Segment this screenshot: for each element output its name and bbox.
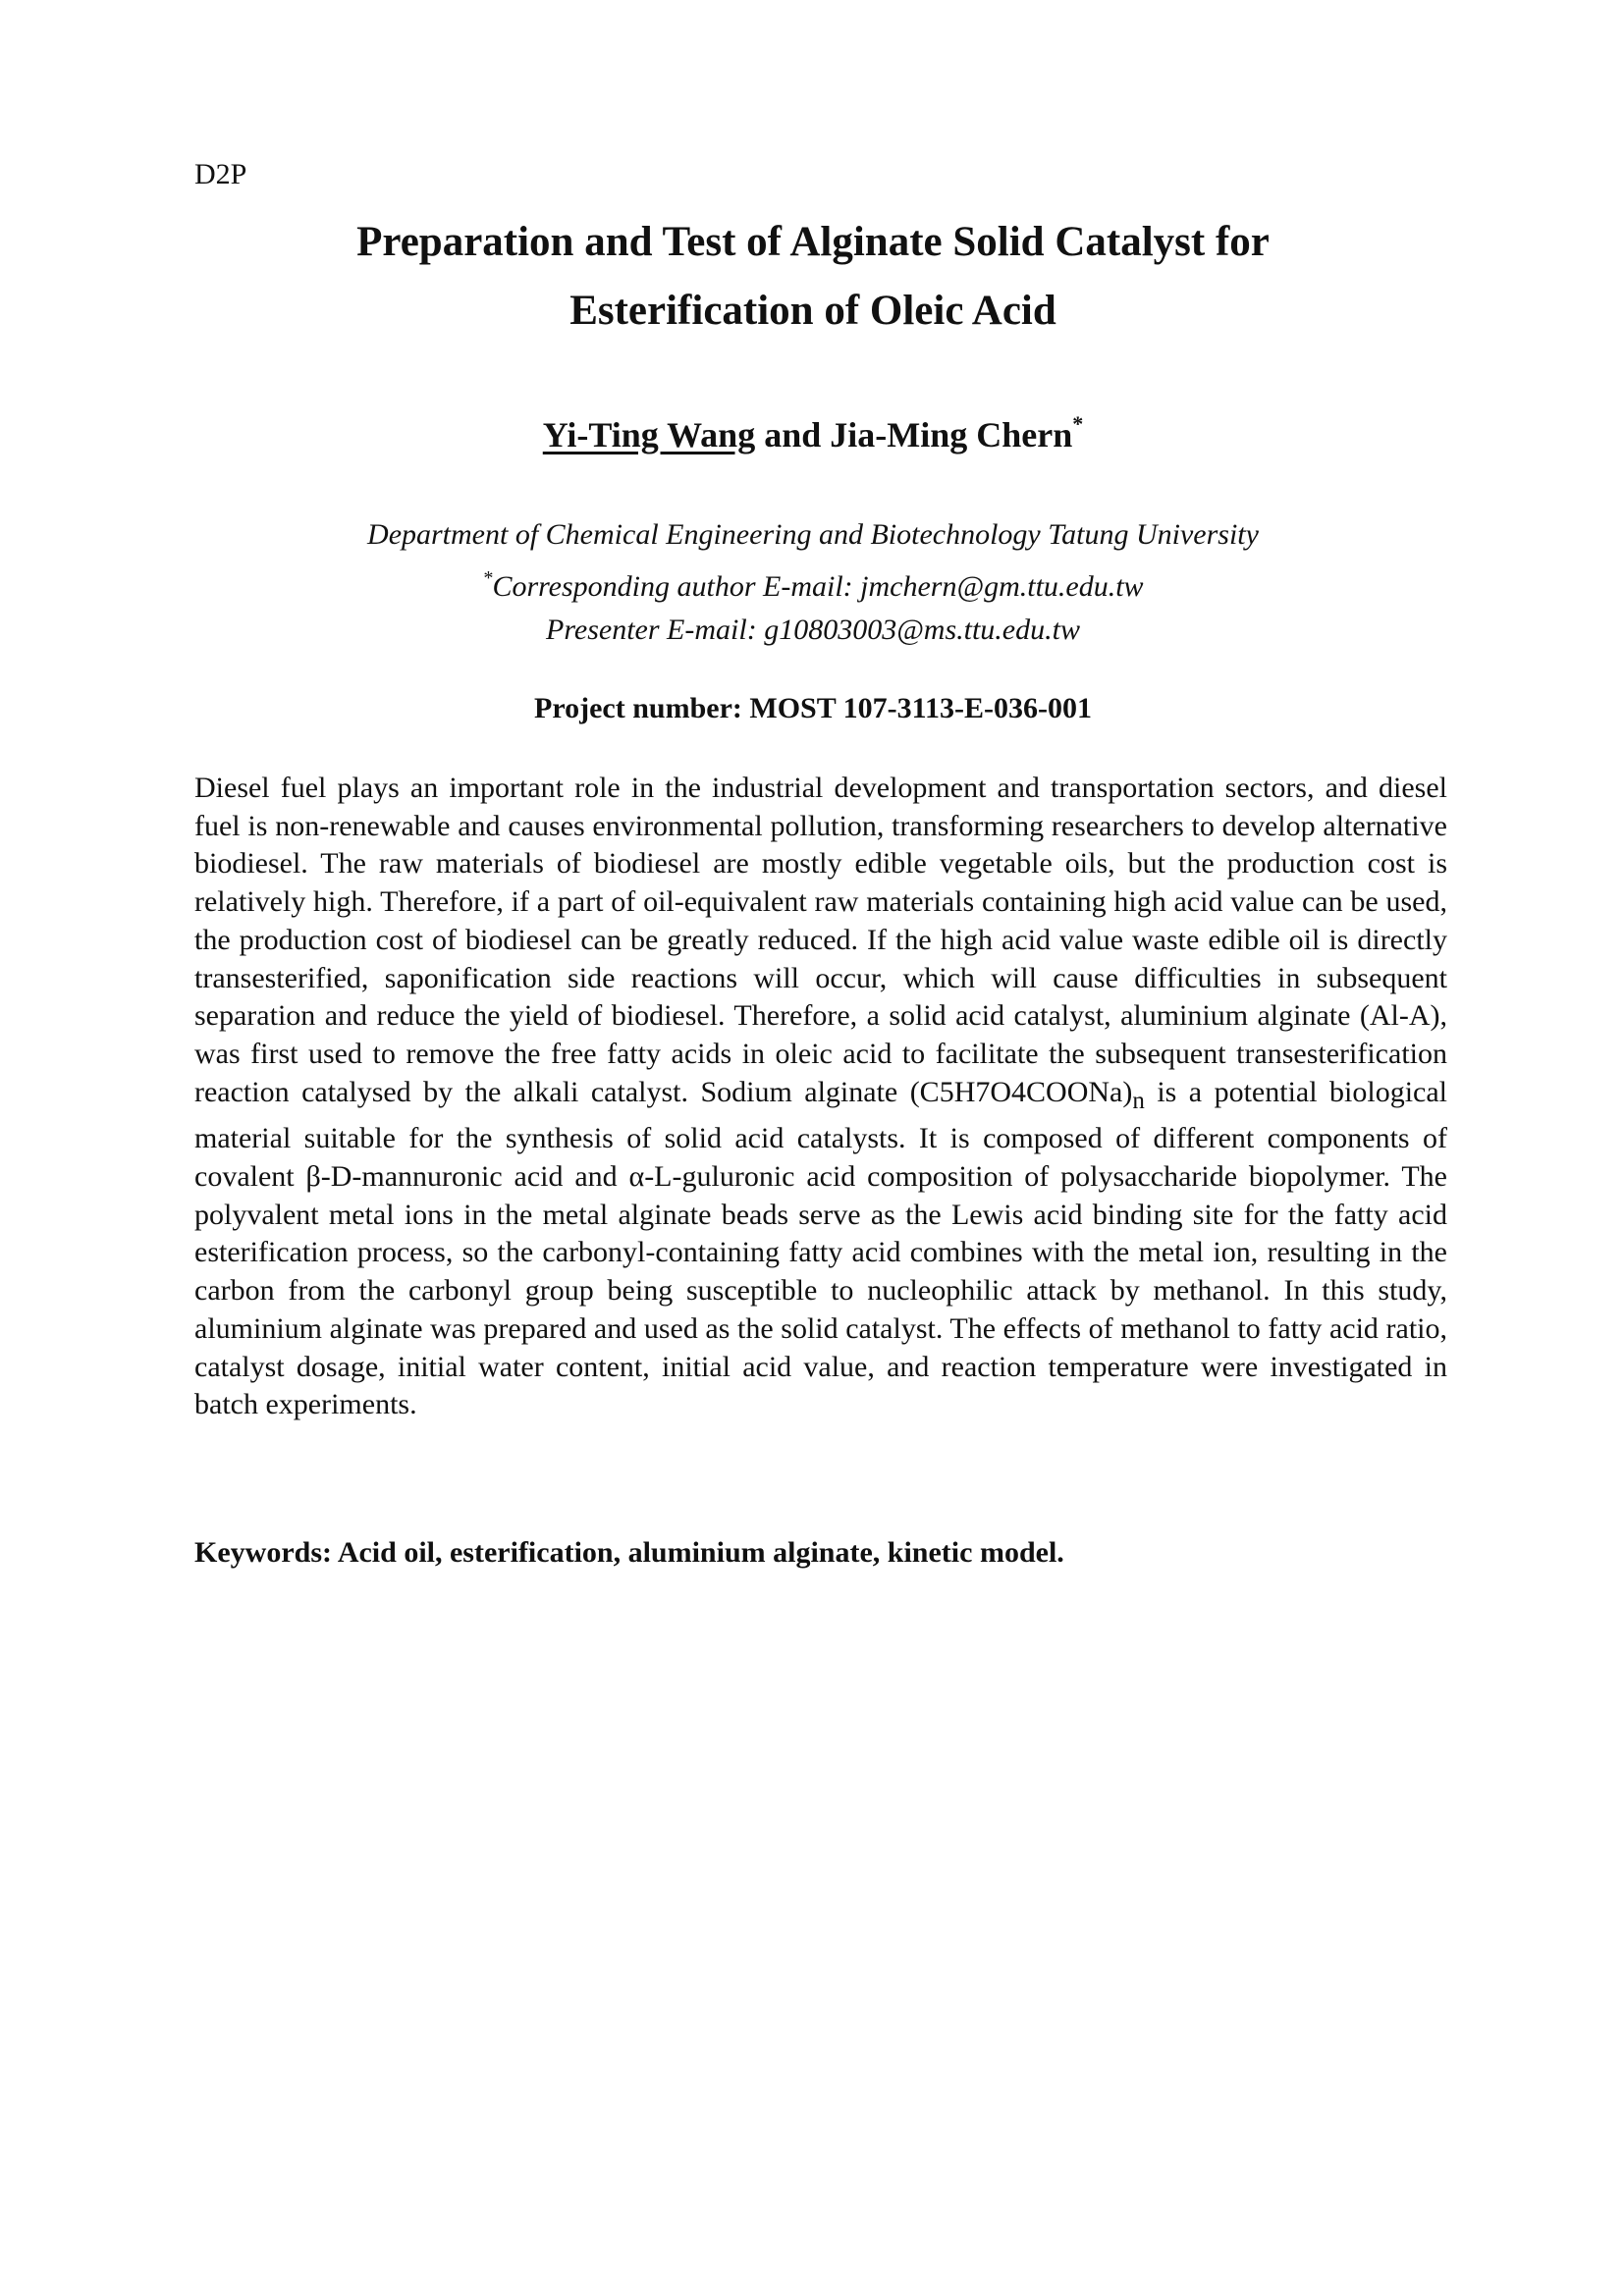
author-connector: and: [755, 415, 831, 454]
author-line: [194, 402, 1432, 456]
project-number: Project number: MOST 107-3113-E-036-001: [534, 692, 1092, 724]
presenter-author: Yi-Ting Wang: [542, 415, 756, 454]
abstract-part-1: Diesel fuel plays an important role in the industrial development and transportation sectors, and diesel fuel is non-renewable and causes environmental pollution, transforming researchers to develop alternative biodiesel. The raw materials of biodiesel are mostly edible vegetable oils, but the production cost is relatively high. Therefore, if a part of oil-equivalent raw materials containing high acid value can be used, the production cost of biodiesel can be greatly reduced. If the high acid value waste edible oil is directly transesterified, saponification side reactions will occur, which will cause difficulties in subsequent separation and reduce the yield of biodiesel. Therefore, a solid acid catalyst, aluminium alginate (Al-A), was first used to remove the free fatty acids in oleic acid to facilitate the subsequent transesterification reaction catalysed by the alkali catalyst. Sodium alginate (C5H7O4COONa): [194, 772, 1447, 1108]
department-line: Department of Chemical Engineering and Biotechnology Tatung University: [367, 518, 1259, 551]
title-line-2: Esterification of Oleic Acid: [569, 288, 1056, 334]
corresponding-email: Corresponding author E-mail: jmchern@gm.ttu.edu.tw: [492, 570, 1144, 603]
corresponding-author: Jia-Ming Chern: [830, 415, 1073, 454]
corresponding-email-line: [194, 557, 1432, 609]
paper-title: [194, 208, 1432, 346]
corresponding-mark: *: [1072, 411, 1084, 436]
abstract-subscript: n: [1132, 1087, 1145, 1114]
session-code: D2P: [194, 158, 247, 190]
abstract-body: [194, 770, 1447, 1424]
presenter-email-line: Presenter E-mail: g10803003@ms.ttu.edu.tw: [546, 614, 1080, 646]
title-line-1: Preparation and Test of Alginate Solid Catalyst for: [356, 219, 1270, 265]
affiliation-block: [194, 513, 1432, 652]
abstract-part-2: is a potential biological material suitable for the synthesis of solid acid catalysts. It is composed of different components of covalent β-D-mannuronic acid and α-L-guluronic acid composition of polysaccharide biopolymer. The polyvalent metal ions in the metal alginate beads serve as the Lewis acid binding site for the fatty acid esterification process, so the carbonyl-containing fatty acid combines with the metal ion, resulting in the carbon from the carbonyl group being susceptible to nucleophilic attack by methanol. In this study, aluminium alginate was prepared and used as the solid catalyst. The effects of methanol to fatty acid ratio, catalyst dosage, initial water content, initial acid value, and reaction temperature were investigated in batch experiments.: [194, 1075, 1447, 1421]
corresponding-email-mark: *: [482, 567, 493, 589]
keywords-line: Keywords: Acid oil, esterification, aluminium alginate, kinetic model.: [194, 1536, 1064, 1569]
